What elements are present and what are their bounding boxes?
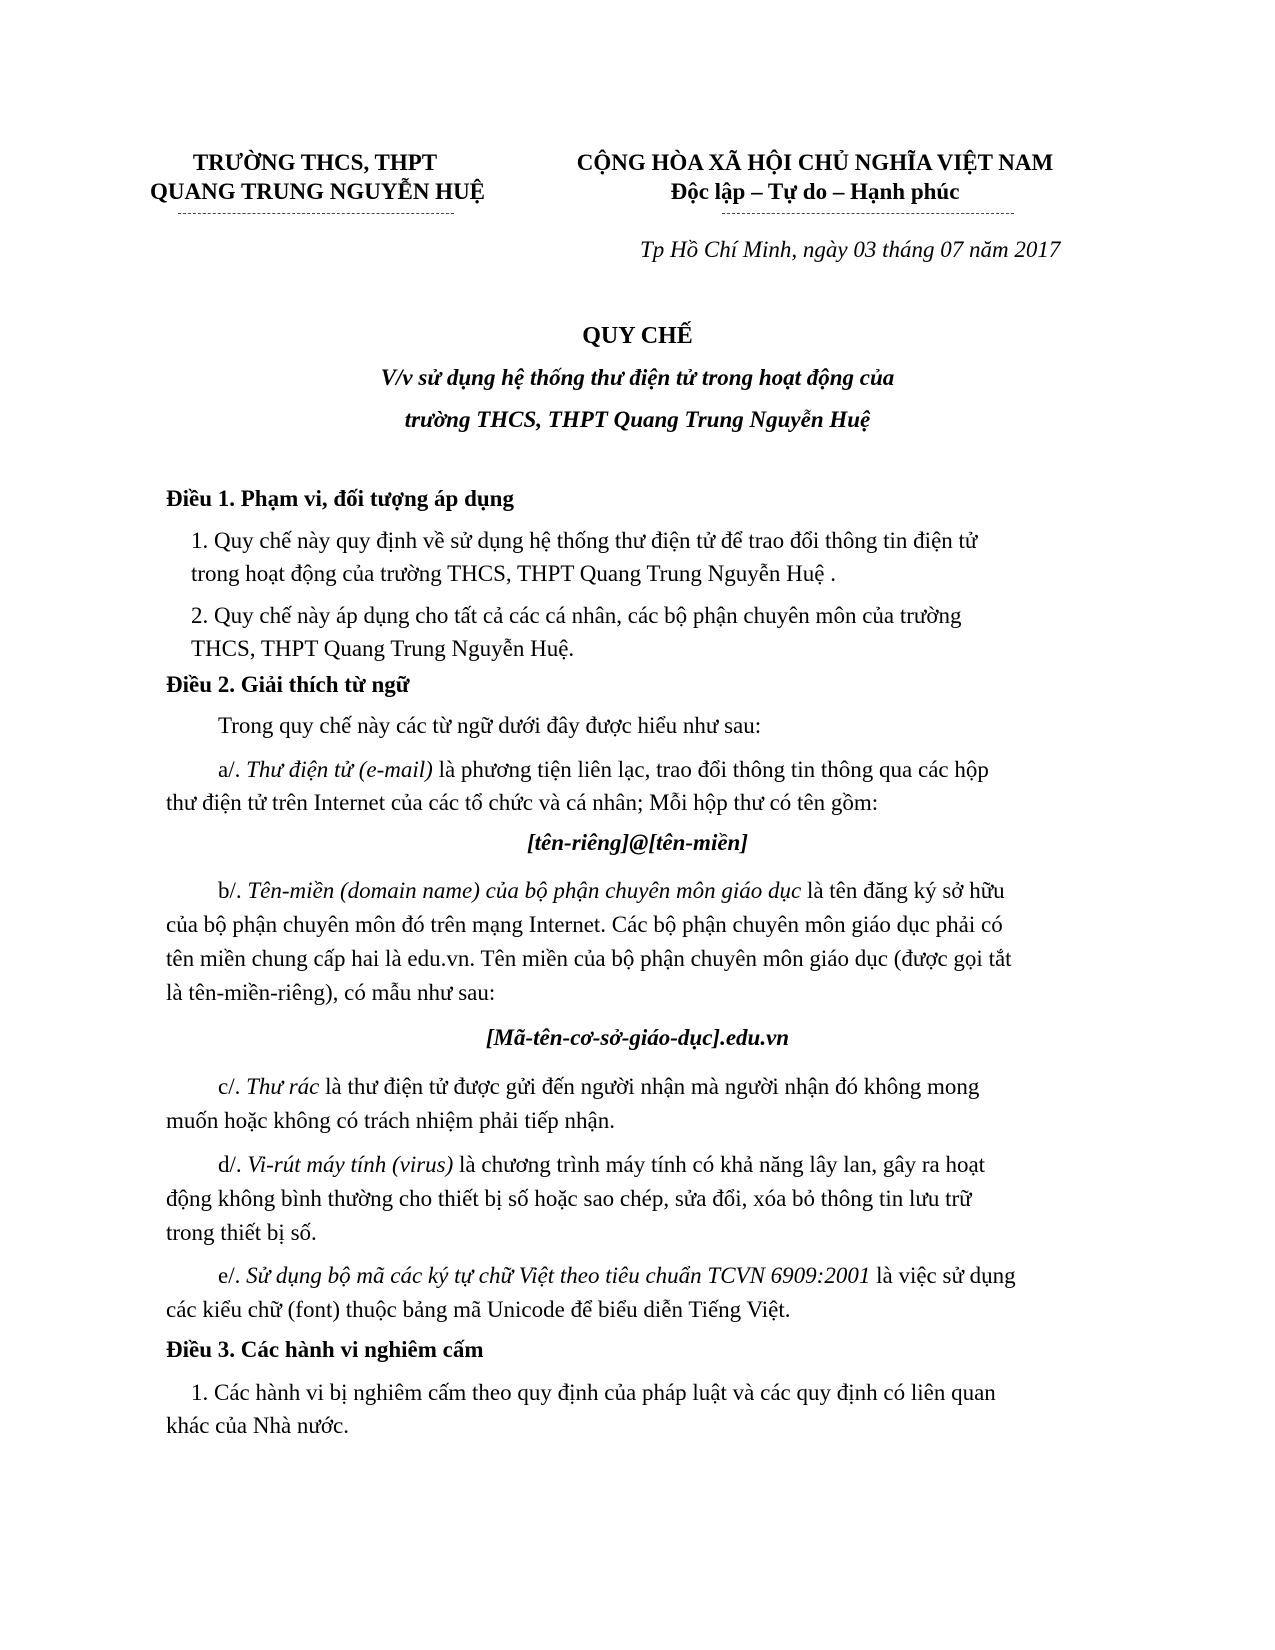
- document-title: QUY CHẾ: [582, 323, 693, 349]
- def-b-rest: là tên đăng ký sở hữu: [801, 878, 1005, 903]
- article1-heading: Điều 1. Phạm vi, đối tượng áp dụng: [166, 486, 514, 511]
- email-format: [tên-riêng]@[tên-miền]: [527, 830, 748, 855]
- def-d-rest: là chương trình máy tính có khả năng lây lan, gây ra hoạt: [453, 1152, 986, 1177]
- def-b-line1: [218, 875, 1005, 907]
- def-e-line1: [218, 1260, 1016, 1292]
- def-d-line1: [218, 1149, 985, 1181]
- def-b-term: Tên-miền (domain name) của bộ phận chuyên môn giáo dục: [247, 878, 802, 903]
- document-subtitle-line2: trường THCS, THPT Quang Trung Nguyễn Huệ: [404, 407, 871, 432]
- article1-p2-line1: 2. Quy chế này áp dụng cho tất cả các cá nhân, các bộ phận chuyên môn của trường: [191, 603, 962, 628]
- def-e-line2: các kiểu chữ (font) thuộc bảng mã Unicode để biểu diễn Tiếng Việt.: [166, 1297, 791, 1322]
- document-subtitle-line1: V/v sử dụng hệ thống thư điện tử trong hoạt động của: [380, 365, 895, 390]
- def-b-line4: là tên-miền-riêng), có mẫu như sau:: [166, 980, 496, 1005]
- article2-heading: Điều 2. Giải thích từ ngữ: [166, 672, 410, 697]
- def-c-rest: là thư điện tử được gửi đến người nhận mà người nhận đó không mong: [319, 1074, 980, 1099]
- def-d-line2: động không bình thường cho thiết bị số hoặc sao chép, sửa đổi, xóa bỏ thông tin lưu trữ: [166, 1186, 972, 1211]
- def-a-prefix: a/.: [218, 757, 247, 782]
- def-a-line2: thư điện tử trên Internet của các tổ chức và cá nhân; Mỗi hộp thư có tên gồm:: [166, 790, 879, 815]
- school-name-line2: QUANG TRUNG NGUYỄN HUỆ: [150, 179, 486, 204]
- def-d-term: Vi-rút máy tính (virus): [247, 1152, 454, 1177]
- def-c-line1: [218, 1071, 979, 1103]
- def-e-rest: là việc sử dụng: [870, 1263, 1016, 1288]
- date-line: Tp Hồ Chí Minh, ngày 03 tháng 07 năm 2017: [640, 237, 1061, 262]
- def-b-line3: tên miền chung cấp hai là edu.vn. Tên miền của bộ phận chuyên môn giáo dục (được gọi tắt: [166, 946, 1012, 971]
- article3-p1-line1: 1. Các hành vi bị nghiêm cấm theo quy định của pháp luật và các quy định có liên quan: [191, 1380, 996, 1405]
- def-a-rest: là phương tiện liên lạc, trao đổi thông tin thông qua các hộp: [432, 757, 989, 782]
- article1-p2-line2: THCS, THPT Quang Trung Nguyễn Huệ.: [191, 636, 575, 661]
- article2-intro: Trong quy chế này các từ ngữ dưới đây được hiểu như sau:: [218, 713, 762, 738]
- def-c-term: Thư rác: [246, 1074, 320, 1099]
- article3-heading: Điều 3. Các hành vi nghiêm cấm: [166, 1337, 484, 1362]
- def-a-line1: [218, 754, 989, 786]
- def-b-line2: của bộ phận chuyên môn đó trên mạng Internet. Các bộ phận chuyên môn giáo dục phải có: [166, 912, 1003, 937]
- school-name-divider: [178, 213, 454, 214]
- nation-motto: Độc lập – Tự do – Hạnh phúc: [670, 179, 960, 204]
- def-c-line2: muốn hoặc không có trách nhiệm phải tiếp nhận.: [166, 1108, 616, 1133]
- def-e-prefix: e/.: [218, 1263, 247, 1288]
- nation-motto-divider: [722, 213, 1014, 214]
- school-name-line1: TRƯỜNG THCS, THPT: [192, 150, 438, 175]
- nation-title: CỘNG HÒA XÃ HỘI CHỦ NGHĨA VIỆT NAM: [576, 150, 1054, 175]
- def-c-prefix: c/.: [218, 1074, 247, 1099]
- article1-p1-line1: 1. Quy chế này quy định về sử dụng hệ thống thư điện tử để trao đổi thông tin điện tử: [191, 528, 978, 553]
- article3-p1-line2: khác của Nhà nước.: [166, 1413, 349, 1438]
- def-b-prefix: b/.: [218, 878, 248, 903]
- def-d-line3: trong thiết bị số.: [166, 1220, 317, 1245]
- domain-format: [Mã-tên-cơ-sở-giáo-dục].edu.vn: [485, 1025, 790, 1050]
- def-a-term: Thư điện tử (e-mail): [246, 757, 433, 782]
- def-d-prefix: d/.: [218, 1152, 248, 1177]
- article1-p1-line2: trong hoạt động của trường THCS, THPT Quang Trung Nguyễn Huệ .: [191, 561, 836, 586]
- def-e-term: Sử dụng bộ mã các ký tự chữ Việt theo tiêu chuẩn TCVN 6909:2001: [246, 1263, 871, 1288]
